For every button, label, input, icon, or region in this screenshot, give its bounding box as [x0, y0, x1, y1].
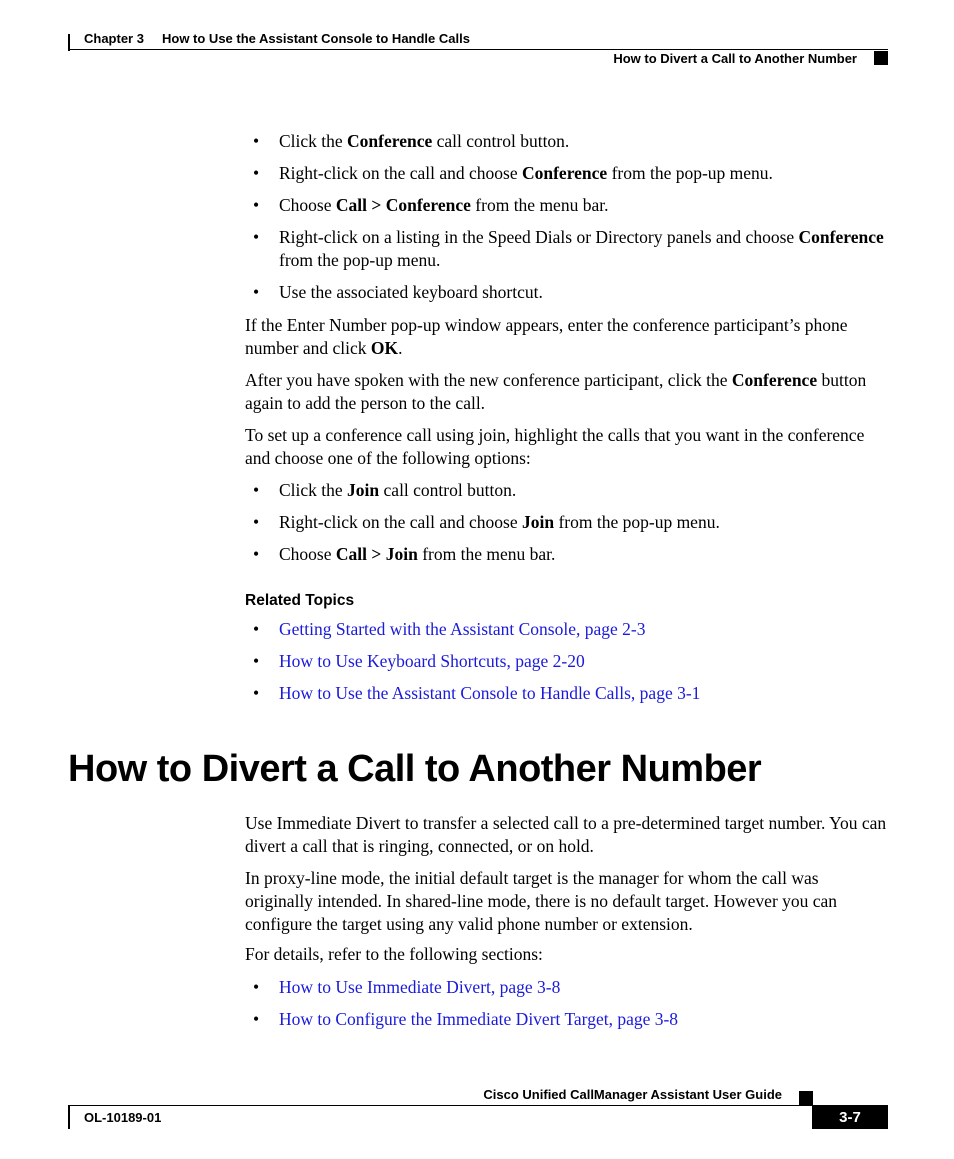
footer-rule: [68, 1105, 888, 1106]
divert-link-use-immediate[interactable]: How to Use Immediate Divert, page 3-8: [279, 977, 561, 997]
item-bold: Conference: [347, 131, 433, 151]
list-item: [245, 1008, 890, 1031]
item-text: Click the: [279, 480, 348, 500]
bullet-icon: •: [253, 977, 260, 997]
list-item: [245, 226, 890, 272]
para-bold: OK: [370, 338, 399, 358]
item-text: Right-click on the call and choose: [279, 512, 522, 532]
bullet-icon: •: [253, 131, 260, 151]
item-bold: Join: [521, 512, 555, 532]
item-text: Choose: [279, 195, 336, 215]
footer-doc-number: OL-10189-01: [84, 1110, 162, 1125]
paragraph-enter-number: [245, 314, 890, 360]
bullet-icon: •: [253, 544, 260, 564]
item-bold: Conference: [521, 163, 608, 183]
item-bold: Call > Join: [335, 544, 418, 564]
related-link-getting-started[interactable]: Getting Started with the Assistant Console, page 2-3: [279, 619, 646, 639]
paragraph-immediate-divert: Use Immediate Divert to transfer a selected call to a pre-determined target number. You can divert a call that is ringing, connected, or on hold.: [245, 813, 887, 856]
list-item: [245, 130, 890, 153]
bullet-icon: •: [253, 1009, 260, 1029]
section-heading: How to Divert a Call to Another Number: [68, 748, 762, 790]
item-bold: Join: [347, 480, 380, 500]
para-bold: Conference: [731, 370, 818, 390]
divert-link-configure-target[interactable]: How to Configure the Immediate Divert Target, page 3-8: [279, 1009, 679, 1029]
item-text: from the pop-up menu.: [607, 163, 773, 183]
footer-marker: [799, 1091, 813, 1105]
paragraph-proxy-line: In proxy-line mode, the initial default target is the manager for whom the call was originally intended. In shared-line mode, there is no default target. However you can configure the target using any valid phone number or extension.: [245, 868, 838, 934]
bullet-icon: •: [253, 683, 260, 703]
item-bold: Conference: [798, 227, 884, 247]
para-text: button again to add the person to the call.: [245, 370, 867, 413]
header-chapter: Chapter 3: [84, 31, 144, 46]
item-text: from the pop-up menu.: [554, 512, 720, 532]
bullet-icon: •: [253, 651, 260, 671]
footer-guide-title: Cisco Unified CallManager Assistant User Guide: [483, 1087, 782, 1102]
para-text: If the Enter Number pop-up window appears, enter the conference participant’s phone number and click: [245, 315, 848, 358]
bullet-icon: •: [253, 195, 260, 215]
related-topics-heading: Related Topics: [245, 592, 355, 609]
related-topics-list: [245, 618, 890, 705]
item-text: from the menu bar.: [417, 544, 556, 564]
paragraph-after-spoken: [245, 369, 890, 415]
list-item: [245, 682, 890, 705]
paragraph-join: To set up a conference call using join, highlight the calls that you want in the conference and choose one of the following options:: [245, 425, 865, 468]
list-item: [245, 479, 890, 502]
item-bold: Call > Conference: [335, 195, 471, 215]
para-text: After you have spoken with the new conference participant, click the: [245, 370, 732, 390]
list-item: [245, 976, 890, 999]
list-item: [245, 281, 890, 304]
bullet-icon: •: [253, 282, 260, 302]
list-item: [245, 543, 890, 566]
related-link-keyboard-shortcuts[interactable]: How to Use Keyboard Shortcuts, page 2-20: [279, 651, 585, 671]
footer-left-bar: [68, 1105, 70, 1129]
bullet-icon: •: [253, 512, 260, 532]
divert-links-list: [245, 976, 890, 1031]
footer-page-number: 3-7: [812, 1106, 888, 1129]
item-text: Right-click on a listing in the Speed Dials or Directory panels and choose: [279, 227, 799, 247]
bullet-icon: •: [253, 480, 260, 500]
header-chapter-title: How to Use the Assistant Console to Handle Calls: [162, 31, 470, 46]
list-item: [245, 618, 890, 641]
header-section-title: How to Divert a Call to Another Number: [613, 51, 857, 66]
list-item: [245, 511, 890, 534]
join-options-list: [245, 479, 890, 566]
header-marker: [874, 51, 888, 65]
bullet-icon: •: [253, 227, 260, 247]
header-rule: [68, 49, 888, 50]
bullet-icon: •: [253, 619, 260, 639]
para-text: .: [398, 338, 403, 358]
item-text: from the pop-up menu.: [279, 250, 441, 270]
item-text: Use the associated keyboard shortcut.: [279, 282, 543, 302]
item-text: call control button.: [432, 131, 570, 151]
item-text: Right-click on the call and choose: [279, 163, 522, 183]
list-item: [245, 162, 890, 185]
list-item: [245, 650, 890, 673]
list-item: [245, 194, 890, 217]
related-link-handle-calls[interactable]: How to Use the Assistant Console to Handle Calls, page 3-1: [279, 683, 701, 703]
item-text: Choose: [279, 544, 336, 564]
bullet-icon: •: [253, 163, 260, 183]
item-text: call control button.: [379, 480, 517, 500]
item-text: Click the: [279, 131, 348, 151]
item-text: from the menu bar.: [470, 195, 609, 215]
paragraph-for-details: For details, refer to the following sections:: [245, 944, 543, 964]
conference-options-list: [245, 130, 890, 304]
